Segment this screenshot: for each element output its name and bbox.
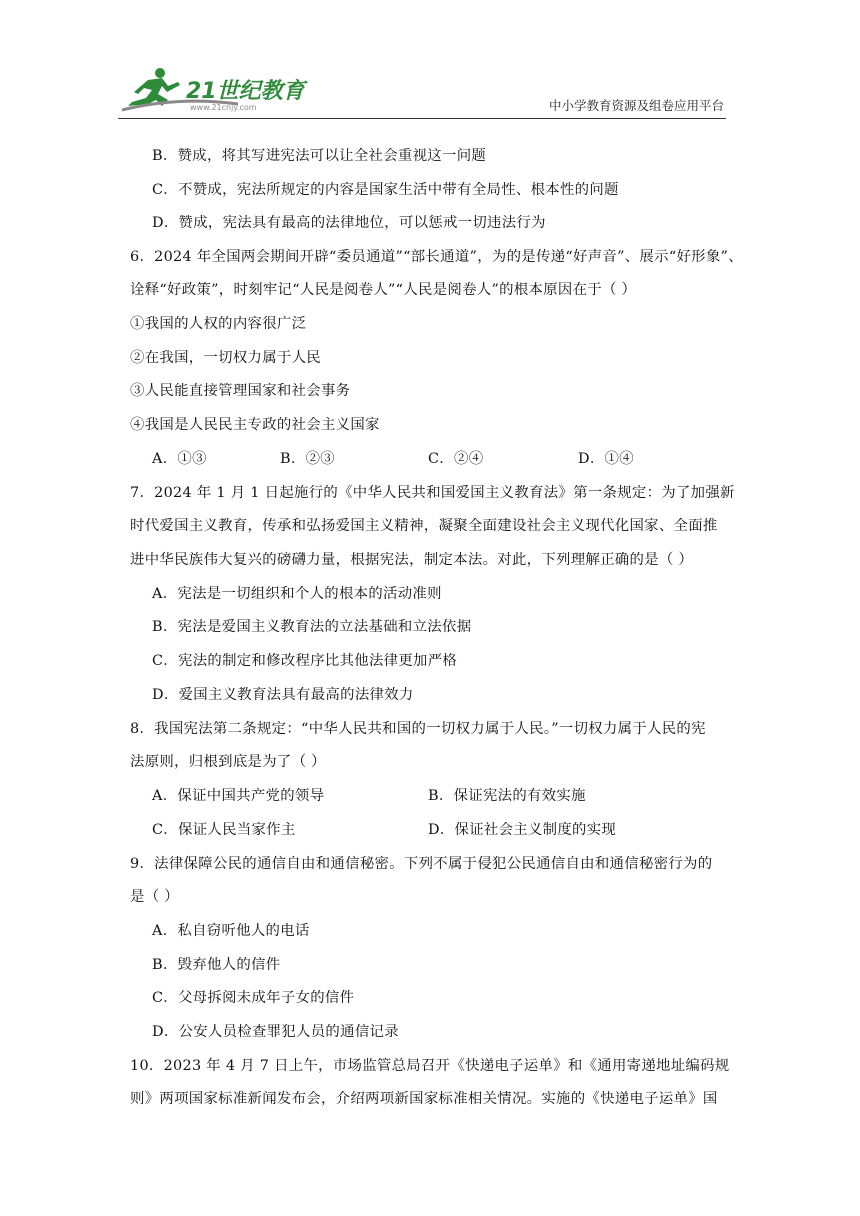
q8-option-b: B．保证宪法的有效实施 bbox=[428, 788, 586, 804]
q5-option-c: C．不赞成，宪法所规定的内容是国家生活中带有全局性、根本性的问题 bbox=[152, 182, 619, 198]
q6-stem-line2: 诠释“好政策”，时刻牢记“人民是阅卷人”“人民是阅卷人”的根本原因在于（ ） bbox=[130, 282, 637, 298]
q9-stem-line2: 是（ ） bbox=[130, 889, 179, 905]
q8-option-c: C．保证人民当家作主 bbox=[152, 822, 296, 838]
q6-item-4: ④我国是人民民主专政的社会主义国家 bbox=[130, 417, 380, 433]
q8-option-d: D．保证社会主义制度的实现 bbox=[428, 822, 617, 838]
21cnjy-logo-icon bbox=[118, 66, 338, 114]
header-divider bbox=[118, 118, 726, 119]
q10-stem-line1: 10．2023 年 4 月 7 日上午，市场监管总局召开《快递电子运单》和《通用寄递地址编码规 bbox=[130, 1058, 730, 1074]
q5-option-b: B．赞成，将其写进宪法可以让全社会重视这一问题 bbox=[152, 148, 487, 164]
q6-option-c: C．②④ bbox=[428, 451, 484, 467]
svg-text:21世纪教育: 21世纪教育 bbox=[186, 79, 305, 104]
q6-item-2: ②在我国，一切权力属于人民 bbox=[130, 350, 321, 366]
q9-option-b: B．毁弃他人的信件 bbox=[152, 957, 281, 973]
q9-option-c: C．父母拆阅未成年子女的信件 bbox=[152, 990, 355, 1006]
q6-item-3: ③人民能直接管理国家和社会事务 bbox=[130, 383, 351, 399]
q7-stem-line1: 7．2024 年 1 月 1 日起施行的《中华人民共和国爱国主义教育法》第一条规定：为了加强新 bbox=[130, 485, 735, 501]
q7-option-a: A．宪法是一切组织和个人的根本的活动准则 bbox=[152, 586, 442, 602]
q9-option-a: A．私自窃听他人的电话 bbox=[152, 923, 310, 939]
q7-option-d: D．爱国主义教育法具有最高的法律效力 bbox=[152, 687, 414, 703]
q6-stem-line1: 6．2024 年全国两会期间开辟“委员通道”“部长通道”，为的是传递“好声音”、展示“好形象”、 bbox=[130, 249, 743, 265]
q7-option-b: B．宪法是爱国主义教育法的立法基础和立法依据 bbox=[152, 619, 472, 635]
platform-label: 中小学教育资源及组卷应用平台 bbox=[548, 98, 724, 113]
q6-option-a: A．①③ bbox=[152, 451, 207, 467]
q5-option-d: D．赞成，宪法具有最高的法律地位，可以惩戒一切违法行为 bbox=[152, 215, 546, 231]
q10-stem-line2: 则》两项国家标准新闻发布会，介绍两项新国家标准相关情况。实施的《快递电子运单》国 bbox=[130, 1091, 718, 1107]
q6-item-1: ①我国的人权的内容很广泛 bbox=[130, 316, 307, 332]
q6-option-b: B．②③ bbox=[280, 451, 335, 467]
q7-option-c: C．宪法的制定和修改程序比其他法律更加严格 bbox=[152, 653, 458, 669]
q7-stem-line2: 时代爱国主义教育，传承和弘扬爱国主义精神，凝聚全面建设社会主义现代化国家、全面推 bbox=[130, 518, 718, 534]
q9-option-d: D．公安人员检查罪犯人员的通信记录 bbox=[152, 1024, 399, 1040]
svg-text:www.21cnjy.com: www.21cnjy.com bbox=[190, 103, 257, 112]
q7-stem-line3: 进中华民族伟大复兴的磅礴力量，根据宪法，制定本法。对此，下列理解正确的是（ ） bbox=[130, 552, 694, 568]
q8-option-a: A．保证中国共产党的领导 bbox=[152, 788, 325, 804]
q8-stem-line2: 法原则，归根到底是为了（ ） bbox=[130, 754, 326, 770]
page-header bbox=[118, 62, 728, 118]
q6-option-d: D．①④ bbox=[578, 451, 634, 467]
q9-stem-line1: 9．法律保障公民的通信自由和通信秘密。下列不属于侵犯公民通信自由和通信秘密行为的 bbox=[130, 856, 713, 872]
q8-stem-line1: 8．我国宪法第二条规定：“中华人民共和国的一切权力属于人民。”一切权力属于人民的宪 bbox=[130, 721, 706, 737]
